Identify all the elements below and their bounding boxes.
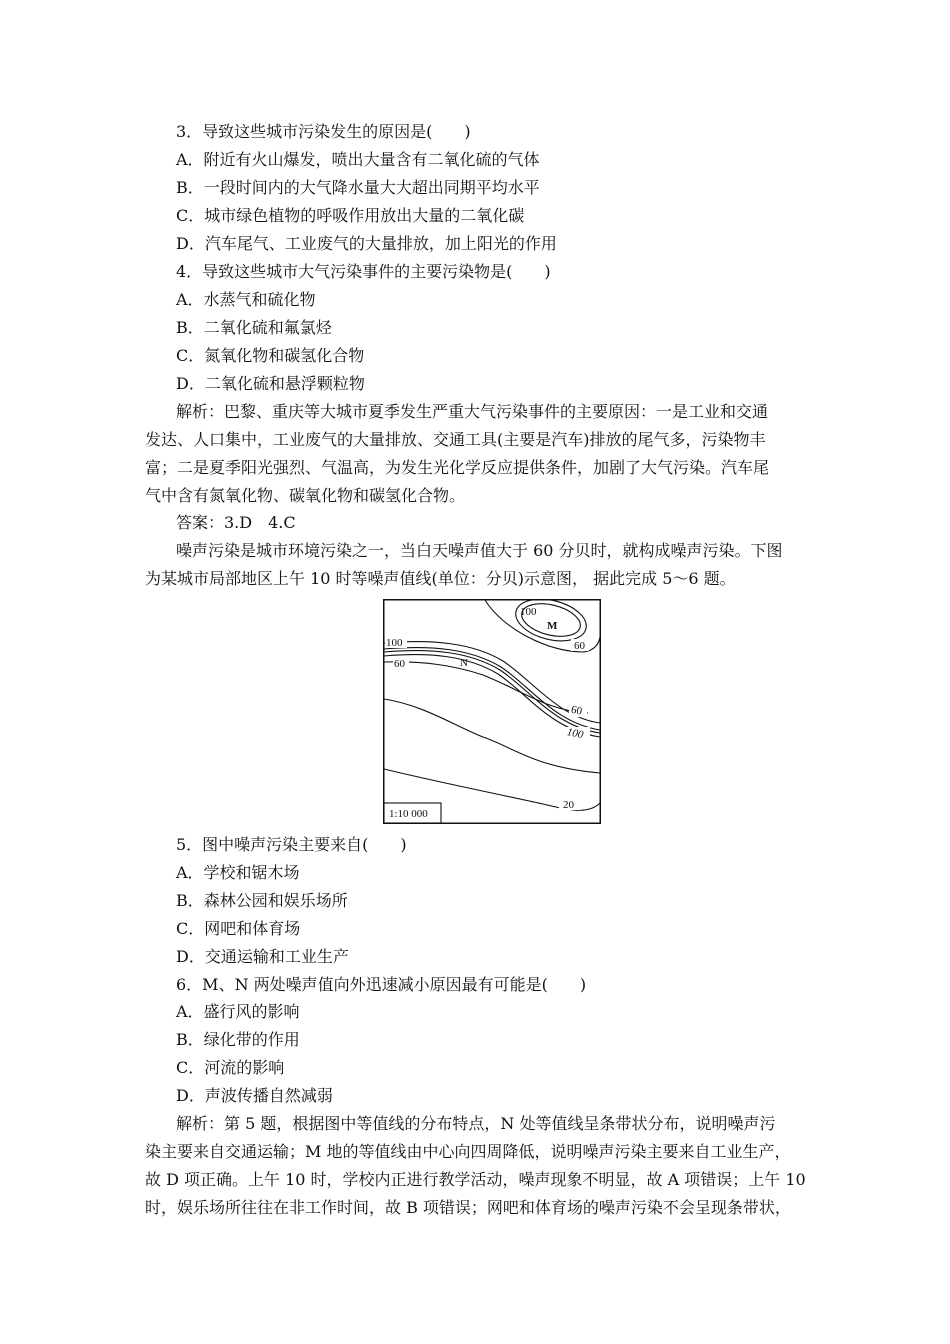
analysis1-line4: 气中含有氮氧化物、碳氧化物和碳氢化合物。: [145, 486, 466, 505]
analysis2-line1: 解析：第 5 题，根据图中等值线的分布特点，N 处等值线呈条带状分布，说明噪声污: [176, 1114, 776, 1133]
intro-line2: 为某城市局部地区上午 10 时等噪声值线(单位：分贝)示意图， 据此完成 5～6 题。: [145, 569, 736, 588]
q6-option-c: C．河流的影响: [176, 1058, 285, 1077]
answer-line: 答案：3.D 4.C: [176, 513, 296, 532]
q6-option-b: B．绿化带的作用: [176, 1030, 300, 1049]
q3-option-a: A．附近有火山爆发，喷出大量含有二氧化硫的气体: [176, 150, 540, 169]
q3-option-b: B．一段时间内的大气降水量大大超出同期平均水平: [176, 178, 540, 197]
q4-stem: 4．导致这些城市大气污染事件的主要污染物是( ): [176, 262, 551, 281]
q4-option-a: A．水蒸气和硫化物: [176, 290, 316, 309]
intro-line1: 噪声污染是城市环境污染之一，当白天噪声值大于 60 分贝时，就构成噪声污染。下图: [176, 541, 783, 560]
q5-option-c: C．网吧和体育场: [176, 919, 301, 938]
analysis1-line2: 发达、人口集中，工业废气的大量排放、交通工具(主要是汽车)排放的尾气多，污染物丰: [145, 430, 766, 449]
q3-option-c: C．城市绿色植物的呼吸作用放出大量的二氧化碳: [176, 206, 525, 225]
q5-option-a: A．学校和锯木场: [176, 863, 300, 882]
q6-stem: 6．M、N 两处噪声值向外迅速减小原因最有可能是( ): [176, 975, 587, 994]
label-bottom-20: 20: [563, 799, 574, 811]
q3-stem: 3．导致这些城市污染发生的原因是( ): [176, 122, 471, 141]
analysis2-line3: 故 D 项正确。上午 10 时，学校内正进行教学活动，噪声现象不明显，故 A 项错误；上午 10: [145, 1170, 806, 1189]
label-left-60: 60: [394, 658, 405, 670]
q5-stem: 5．图中噪声污染主要来自( ): [176, 835, 407, 854]
analysis1-line3: 富；二是夏季阳光强烈、气温高，为发生光化学反应提供条件，加剧了大气污染。汽车尾: [145, 458, 770, 477]
label-right-100: 100: [565, 726, 585, 742]
q6-option-a: A．盛行风的影响: [176, 1002, 300, 1021]
label-right-60: 60: [569, 703, 584, 718]
analysis2-line4: 时，娱乐场所往往在非工作时间，故 B 项错误；网吧和体育场的噪声污染不会呈现条带状，: [145, 1198, 791, 1217]
q4-option-d: D．二氧化硫和悬浮颗粒物: [176, 374, 365, 393]
label-m-point: M: [547, 620, 558, 632]
analysis2-line2: 染主要来自交通运输；M 地的等值线由中心向四周降低，说明噪声污染主要来自工业生产，: [145, 1142, 791, 1161]
q3-option-d: D．汽车尾气、工业废气的大量排放，加上阳光的作用: [176, 234, 557, 253]
q6-option-d: D．声波传播自然减弱: [176, 1086, 333, 1105]
label-m-100: 100: [520, 606, 537, 618]
scale-text: 1:10 000: [389, 808, 428, 820]
q4-option-c: C．氮氧化物和碳氢化合物: [176, 346, 365, 365]
noise-isoline-map: [383, 599, 601, 824]
q5-option-d: D．交通运输和工业生产: [176, 947, 349, 966]
analysis1-line1: 解析：巴黎、重庆等大城市夏季发生严重大气污染事件的主要原因：一是工业和交通: [176, 402, 769, 421]
label-m-60: 60: [574, 640, 585, 652]
q4-option-b: B．二氧化硫和氟氯烃: [176, 318, 332, 337]
q5-option-b: B．森林公园和娱乐场所: [176, 891, 348, 910]
label-left-100: 100: [386, 637, 403, 649]
label-n-point: N: [460, 657, 468, 669]
